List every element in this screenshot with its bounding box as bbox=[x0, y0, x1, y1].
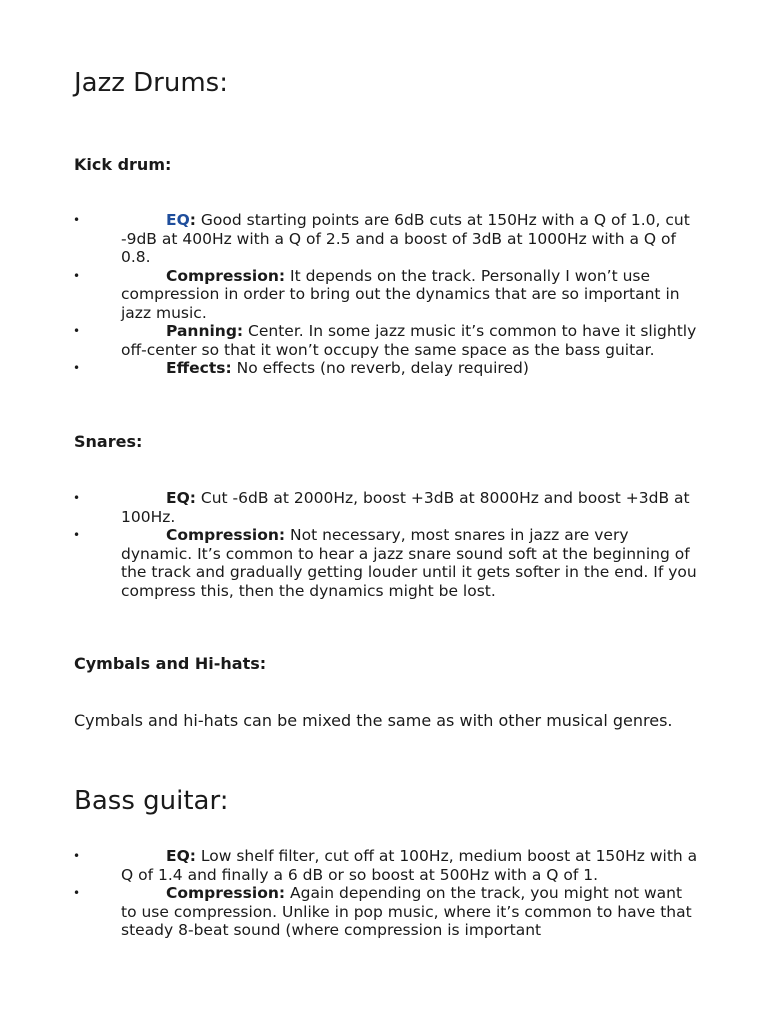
bullet: • bbox=[73, 491, 81, 505]
list-item bbox=[0, 489, 701, 526]
bullet: • bbox=[73, 324, 81, 338]
list-item bbox=[0, 847, 701, 884]
item-text: It depends on the track. Personally I won’t use compression in order to bring out the dynamics that are so important in jazz music. bbox=[121, 266, 680, 322]
bullet: • bbox=[73, 528, 81, 542]
section-title-bass-guitar: Bass guitar: bbox=[74, 786, 229, 816]
item-label: EQ bbox=[166, 211, 190, 229]
item-text: Not necessary, most snares in jazz are very dynamic. It’s common to hear a jazz snare sound soft at the beginning of the track and gradually getting louder until it gets softer in the end. If you compress this, then the dynamics might be lost. bbox=[121, 526, 697, 600]
bullet: • bbox=[73, 361, 81, 375]
list-item bbox=[0, 526, 701, 600]
item-label: EQ: bbox=[166, 847, 196, 865]
item-text: Cut -6dB at 2000Hz, boost +3dB at 8000Hz and boost +3dB at 100Hz. bbox=[121, 489, 690, 526]
item-label: Compression: bbox=[166, 526, 286, 544]
item-label: Panning: bbox=[166, 322, 244, 340]
heading-kick-drum: Kick drum: bbox=[74, 155, 172, 174]
bass-guitar-list bbox=[0, 847, 720, 940]
item-label: Compression: bbox=[166, 266, 286, 285]
bullet: • bbox=[73, 886, 81, 900]
item-label: Compression: bbox=[166, 884, 286, 902]
item-text: No effects (no reverb, delay required) bbox=[231, 359, 529, 377]
list-item bbox=[0, 322, 701, 359]
item-label-colon: : bbox=[189, 211, 196, 229]
list-item bbox=[0, 359, 701, 378]
cymbals-paragraph: Cymbals and hi-hats can be mixed the same as with other musical genres. bbox=[74, 711, 673, 730]
bullet: • bbox=[73, 268, 81, 283]
item-label: EQ: bbox=[166, 489, 196, 507]
item-text: Center. In some jazz music it’s common to have it slightly off-center so that it won’t occupy the same space as the bass guitar. bbox=[121, 322, 697, 359]
bullet: • bbox=[73, 849, 81, 863]
item-text: Again depending on the track, you might not want to use compression. Unlike in pop music, where it’s common to have that steady 8-beat sound (where compression is important bbox=[121, 884, 692, 939]
item-label: Effects: bbox=[166, 359, 232, 377]
section-title-jazz-drums: Jazz Drums: bbox=[74, 68, 228, 98]
item-text: Good starting points are 6dB cuts at 150Hz with a Q of 1.0, cut -9dB at 400Hz with a Q of 2.5 and a boost of 3dB at 1000Hz with a Q of 0.8. bbox=[121, 211, 690, 266]
snares-list bbox=[0, 489, 720, 600]
heading-snares: Snares: bbox=[74, 432, 143, 451]
bullet: • bbox=[73, 213, 81, 227]
item-text: Low shelf filter, cut off at 100Hz, medium boost at 150Hz with a Q of 1.4 and finally a 6 dB or so boost at 500Hz with a Q of 1. bbox=[121, 847, 698, 884]
list-item bbox=[0, 267, 701, 323]
heading-cymbals-hihats: Cymbals and Hi-hats: bbox=[74, 654, 267, 673]
list-item bbox=[0, 884, 701, 940]
list-item bbox=[0, 211, 701, 267]
kick-drum-list bbox=[0, 211, 720, 378]
